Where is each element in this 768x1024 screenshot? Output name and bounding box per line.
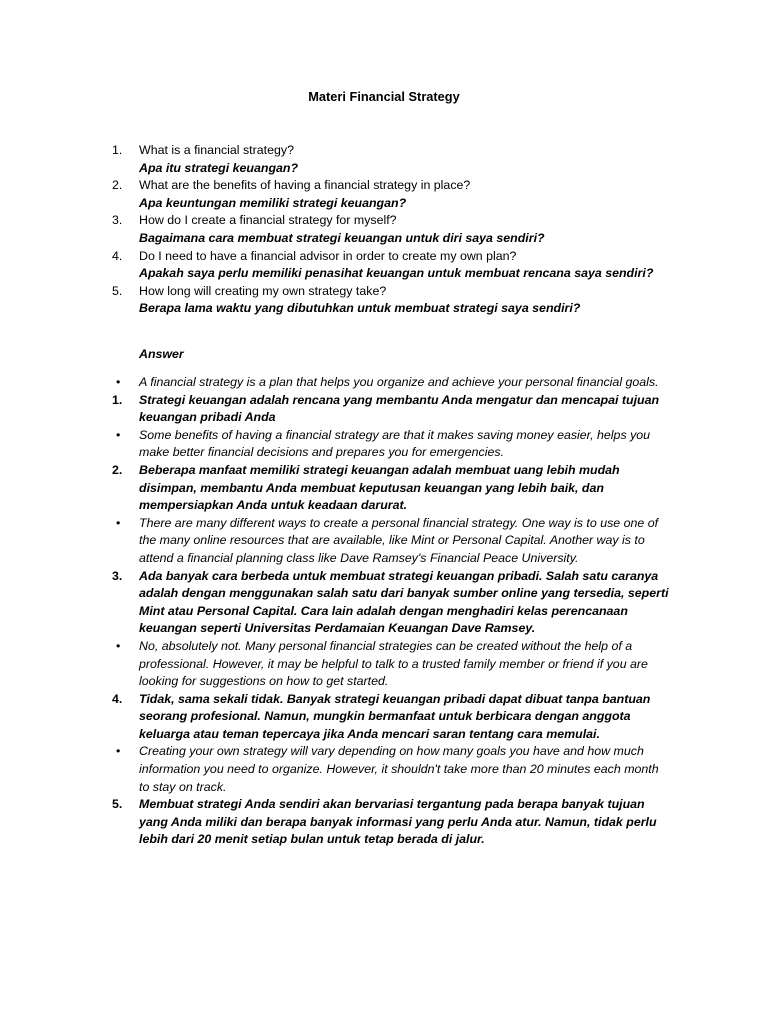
- question-indonesian: Apa keuntungan memiliki strategi keuangan?: [139, 195, 407, 210]
- bullet-marker: •: [116, 638, 121, 653]
- question-item: [112, 142, 692, 177]
- answer-indonesian-item: [112, 568, 672, 638]
- answer-indonesian-text: Ada banyak cara berbeda untuk membuat strategi keuangan pribadi. Salah satu caranya adalah dengan menggunakan salah satu dari banyak sumber online yang tersedia, seperti Mint atau Personal Capital. Cara lain adalah dengan menghadiri kelas perencanaan keuangan seperti Universitas Perdamaian Keuangan Dave Ramsey.: [139, 568, 669, 636]
- question-english: How long will creating my own strategy take?: [139, 283, 387, 298]
- answer-number: 2.: [112, 462, 123, 477]
- answer-indonesian-text: Strategi keuangan adalah rencana yang membantu Anda mengatur dan mencapai tujuan keuangan pribadi Anda: [139, 392, 660, 425]
- question-indonesian: Apakah saya perlu memiliki penasihat keuangan untuk membuat rencana saya sendiri?: [139, 266, 654, 281]
- answer-indonesian-item: [112, 691, 672, 744]
- answer-english-text: No, absolutely not. Many personal financial strategies can be created without the help of a professional. However, it may be helpful to talk to a trusted family member or friend if you are looking for suggestions on how to get started.: [139, 638, 648, 689]
- question-number: 5.: [112, 283, 123, 298]
- answer-indonesian-item: [112, 796, 672, 849]
- answer-english-item: [112, 515, 672, 568]
- question-number: 2.: [112, 178, 123, 193]
- answer-indonesian-text: Tidak, sama sekali tidak. Banyak strategi keuangan pribadi dapat dibuat tanpa bantuan seorang profesional. Namun, mungkin bermanfaat untuk berbicara dengan anggota keluarga atau teman tepercaya jika Anda mencari saran tentang cara memulai.: [139, 691, 651, 741]
- answer-indonesian-text: Beberapa manfaat memiliki strategi keuangan adalah membuat uang lebih mudah disimpan, membantu Anda membuat keputusan keuangan yang lebih baik, dan mempersiapkan Anda untuk keadaan darurat.: [139, 462, 620, 513]
- question-number: 4.: [112, 248, 123, 263]
- question-indonesian: Apa itu strategi keuangan?: [139, 160, 299, 175]
- question-item: [112, 283, 692, 318]
- bullet-marker: •: [116, 427, 121, 442]
- document-title: Materi Financial Strategy: [308, 89, 460, 104]
- answer-number: 3.: [112, 568, 123, 583]
- answer-english-text: Creating your own strategy will vary depending on how many goals you have and how much information you need to organize. However, it shouldn't take more than 20 minutes each month to stay on track.: [139, 744, 659, 794]
- answer-number: 5.: [112, 797, 123, 812]
- answer-english-text: A financial strategy is a plan that helps you organize and achieve your personal financial goals.: [139, 375, 659, 389]
- answer-number: 1.: [112, 392, 123, 407]
- answer-indonesian-text: Membuat strategi Anda sendiri akan bervariasi tergantung pada berapa banyak tujuan yang Anda miliki dan berapa banyak informasi yang perlu Anda atur. Namun, tidak perlu lebih dari 20 menit setiap bulan untuk tetap berada di jalur.: [139, 797, 657, 847]
- question-indonesian: Bagaimana cara membuat strategi keuangan untuk diri saya sendiri?: [139, 230, 545, 245]
- answer-number: 4.: [112, 691, 123, 706]
- question-item: [112, 248, 692, 283]
- answer-heading: Answer: [139, 347, 184, 361]
- question-english: How do I create a financial strategy for myself?: [139, 213, 397, 228]
- question-english: Do I need to have a financial advisor in order to create my own plan?: [139, 248, 517, 263]
- answer-english-item: [112, 374, 672, 392]
- question-item: [112, 212, 692, 247]
- question-number: 1.: [112, 143, 123, 157]
- bullet-marker: •: [116, 375, 121, 389]
- answer-indonesian-item: [112, 462, 672, 515]
- bullet-marker: •: [116, 744, 121, 759]
- answer-indonesian-item: [112, 392, 672, 427]
- question-indonesian: Berapa lama waktu yang dibutuhkan untuk membuat strategi saya sendiri?: [139, 301, 581, 316]
- question-english: What is a financial strategy?: [139, 143, 294, 157]
- question-list: [112, 142, 692, 318]
- answer-list: [112, 374, 672, 849]
- answer-english-text: Some benefits of having a financial strategy are that it makes saving money easier, helps you make better financial decisions and prepares you for emergencies.: [139, 427, 651, 460]
- answer-english-item: [112, 638, 672, 691]
- question-item: [112, 177, 692, 212]
- question-english: What are the benefits of having a financial strategy in place?: [139, 178, 471, 193]
- question-number: 3.: [112, 213, 123, 228]
- answer-english-item: [112, 743, 672, 796]
- bullet-marker: •: [116, 515, 121, 530]
- answer-english-text: There are many different ways to create a personal financial strategy. One way is to use one of the many online resources that are available, like Mint or Personal Capital. Another way is to attend a financial planning class like Dave Ramsey's Financial Peace University.: [139, 515, 659, 565]
- answer-english-item: [112, 427, 672, 462]
